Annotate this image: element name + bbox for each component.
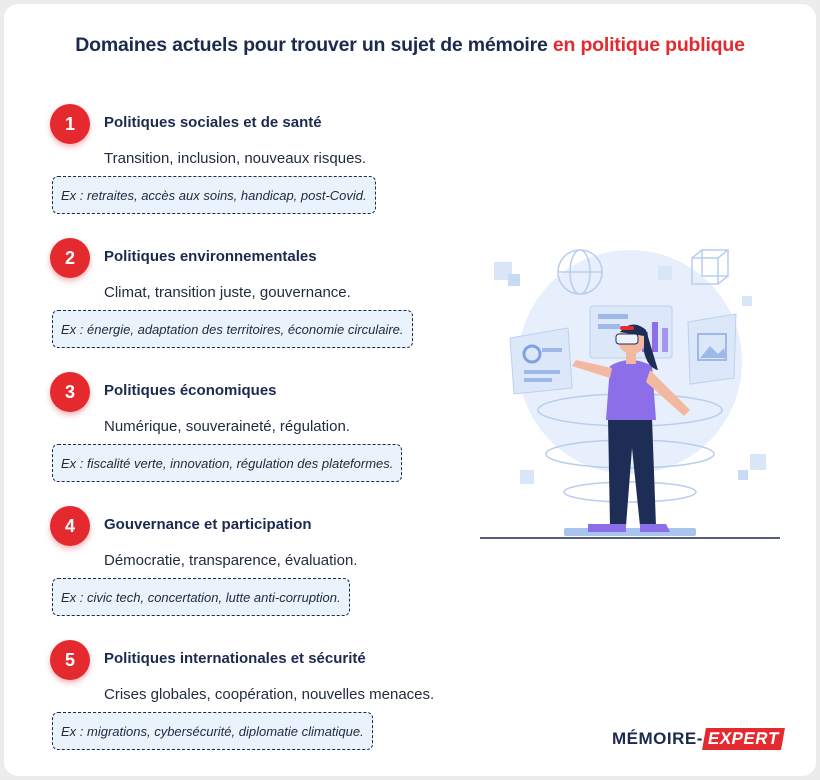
domain-item-2 [4,238,474,368]
brand-logo [612,728,783,750]
domain-heading: Gouvernance et participation [104,516,312,533]
domain-description: Transition, inclusion, nouveaux risques. [104,150,367,167]
logo-part1: MÉMOIRE- [612,729,703,748]
domain-example-box: Ex : migrations, cybersécurité, diplomatie climatique. [52,712,373,750]
domain-heading: Politiques économiques [104,382,277,399]
number-badge: 2 [50,238,90,278]
logo-part2: EXPERT [702,728,785,750]
domain-example-box: Ex : fiscalité verte, innovation, régulation des plateformes. [52,444,402,482]
number-badge: 5 [50,640,90,680]
page-title [4,34,816,57]
infographic-card [4,4,816,776]
domain-heading: Politiques sociales et de santé [104,114,322,131]
domain-description: Numérique, souveraineté, régulation. [104,418,350,435]
domain-example-box: Ex : retraites, accès aux soins, handicap, post-Covid. [52,176,376,214]
domain-example-box: Ex : civic tech, concertation, lutte anti-corruption. [52,578,350,616]
domain-description: Climat, transition juste, gouvernance. [104,284,351,301]
domain-item-1 [4,104,474,234]
domain-item-3 [4,372,474,502]
domain-description: Démocratie, transparence, évaluation. [104,552,358,569]
domain-example-box: Ex : énergie, adaptation des territoires, économie circulaire. [52,310,413,348]
domain-item-4 [4,506,474,636]
domain-description: Crises globales, coopération, nouvelles menaces. [104,686,435,703]
domain-item-5 [4,640,474,770]
number-badge: 1 [50,104,90,144]
vr-woman-illustration [480,242,780,542]
domain-heading: Politiques internationales et sécurité [104,650,366,667]
number-badge: 4 [50,506,90,546]
title-accent: en politique publique [552,34,745,56]
title-main: Domaines actuels pour trouver un sujet de mémoire [75,34,548,56]
domain-heading: Politiques environnementales [104,248,317,265]
number-badge: 3 [50,372,90,412]
